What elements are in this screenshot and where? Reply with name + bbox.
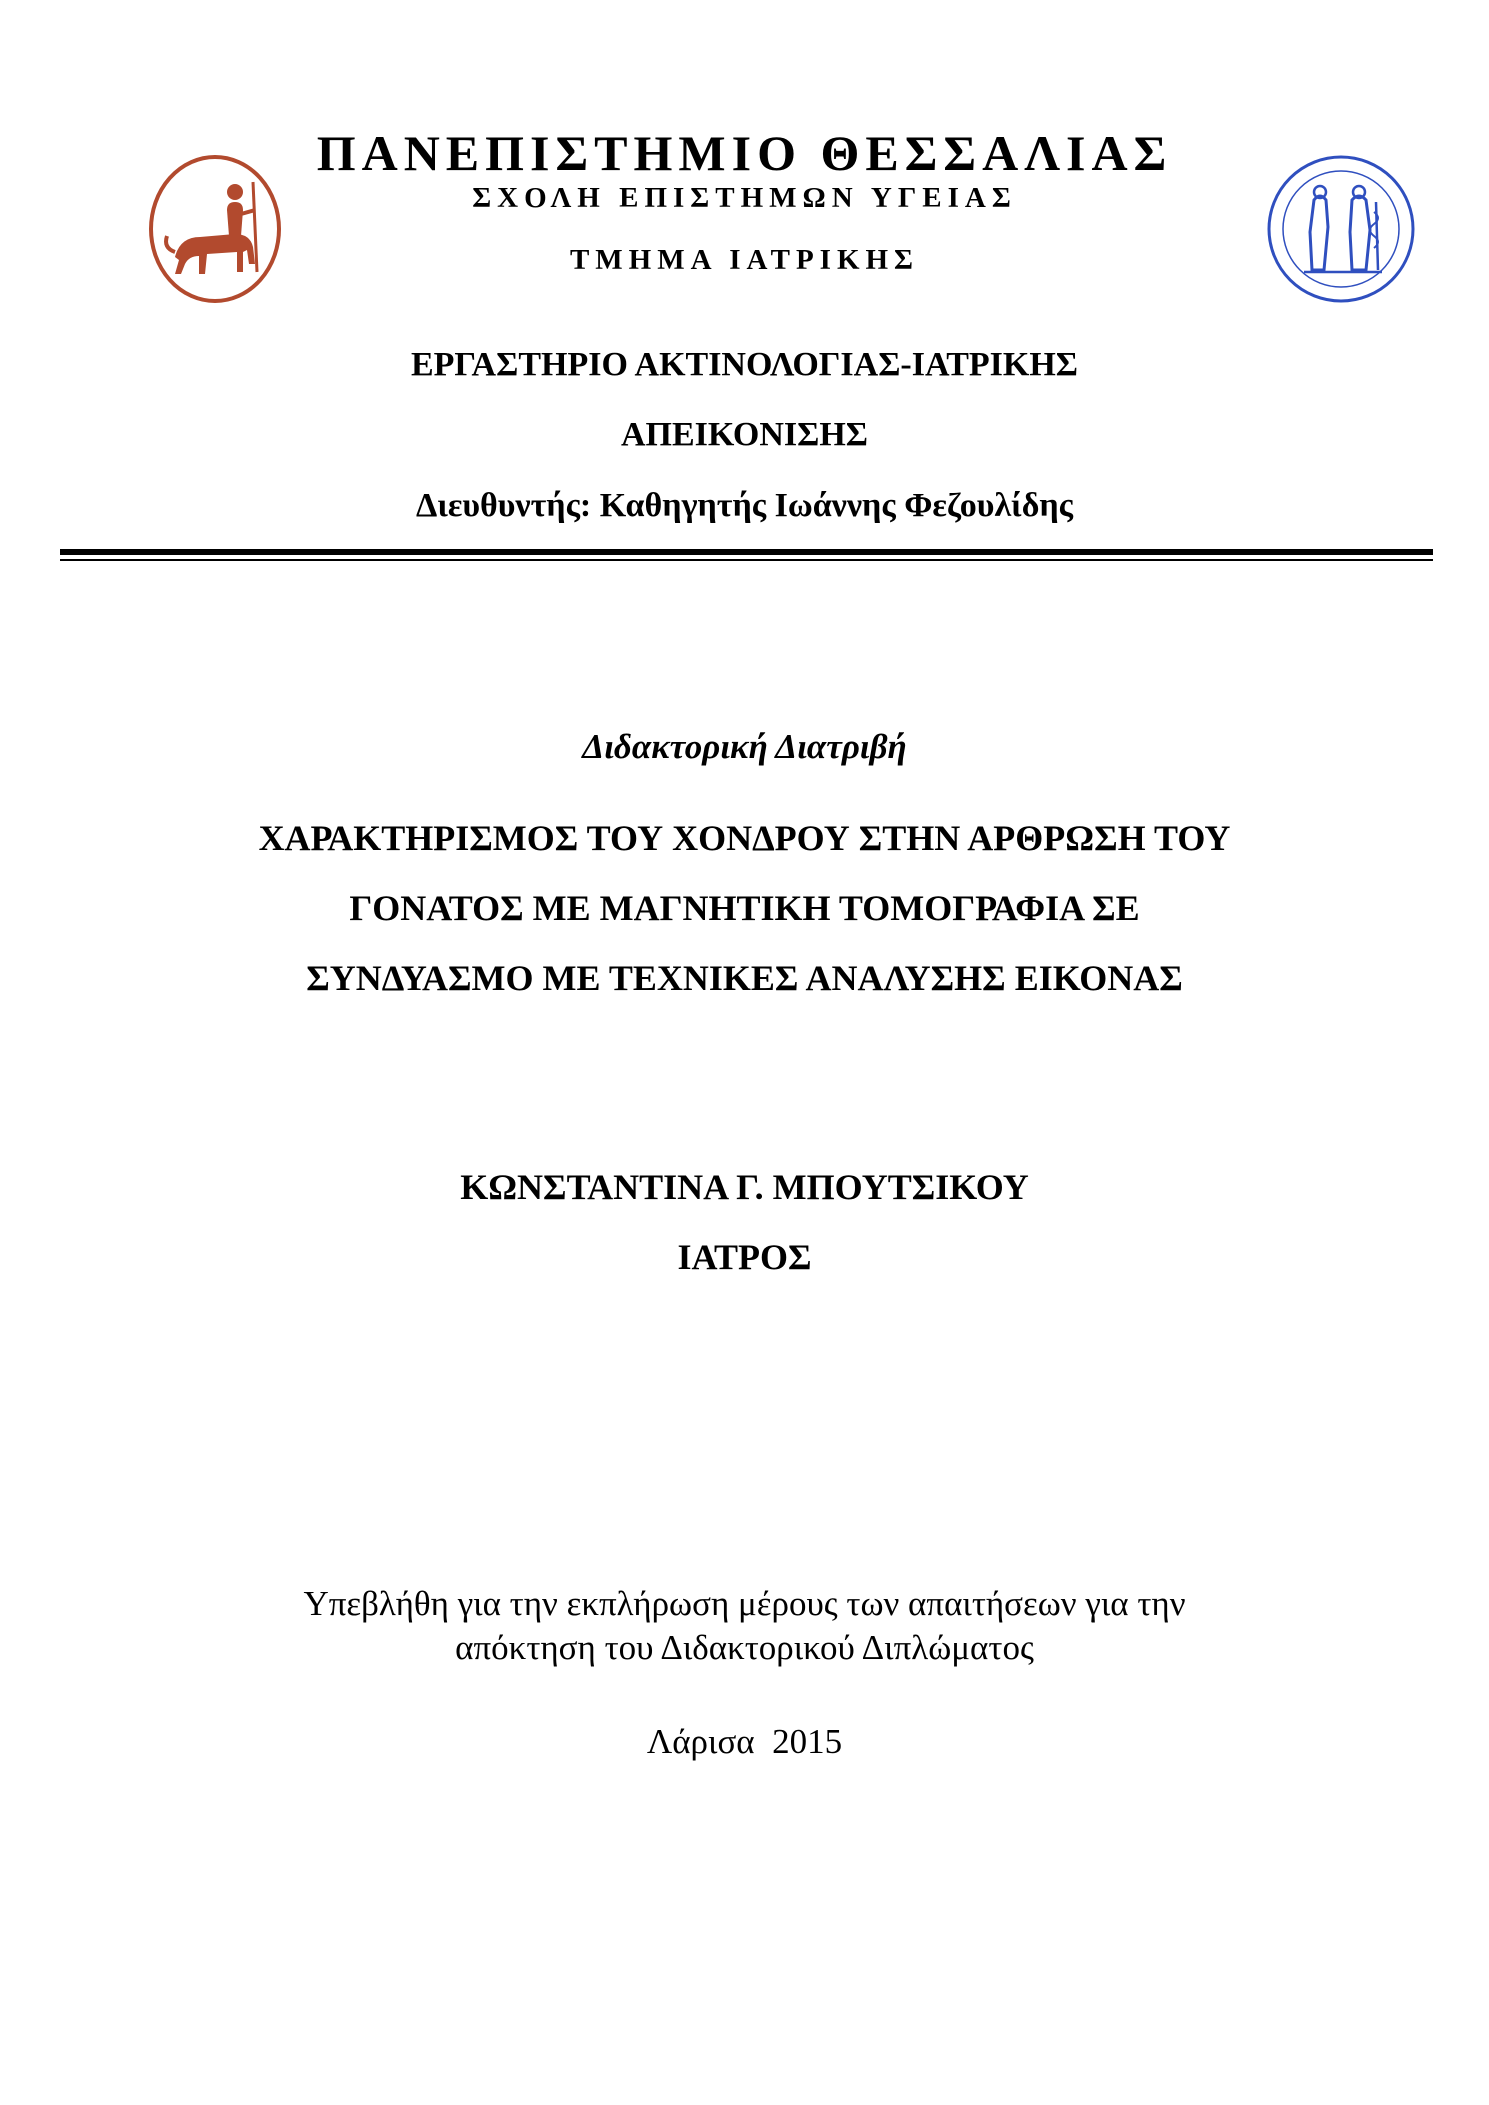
thesis-title-line: ΣΥΝΔΥΑΣΜΟ ΜΕ ΤΕΧΝΙΚΕΣ ΑΝΑΛΥΣΗΣ ΕΙΚΟΝΑΣ — [306, 958, 1183, 998]
laboratory-name-line2: ΑΠΕΙΚΟΝΙΣΗΣ — [620, 416, 869, 453]
laboratory-name-line1: ΕΡΓΑΣΤΗΡΙΟ ΑΚΤΙΝΟΛΟΓΙΑΣ-ΙΑΤΡΙΚΗΣ — [410, 346, 1079, 383]
department-name: ΤΜΗΜΑ ΙΑΤΡΙΚΗΣ — [569, 244, 920, 276]
thesis-title-line: ΧΑΡΑΚΤΗΡΙΣΜΟΣ ΤΟΥ ΧΟΝΔΡΟΥ ΣΤΗΝ ΑΡΘΡΩΣΗ ΤΟΥ — [258, 818, 1231, 858]
submission-statement-line1: Υπεβλήθη για την εκπλήρωση μέρους των απαιτήσεων για την — [303, 1584, 1186, 1623]
author-name: ΚΩΝΣΤΑΝΤΙΝΑ Γ. ΜΠΟΥΤΣΙΚΟΥ — [460, 1167, 1029, 1207]
author-profession: ΙΑΤΡΟΣ — [677, 1237, 812, 1277]
school-name: ΣΧΟΛΗ ΕΠΙΣΤΗΜΩΝ ΥΓΕΙΑΣ — [472, 182, 1017, 214]
university-name: ΠΑΝΕΠΙΣΤΗΜΙΟ ΘΕΣΣΑΛΙΑΣ — [316, 125, 1173, 181]
thesis-type: Διδακτορική Διατριβή — [582, 727, 907, 766]
header-divider-thin — [60, 559, 1433, 561]
submission-statement-line2: απόκτηση του Διδακτορικού Διπλώματος — [455, 1628, 1034, 1667]
header-divider-thick — [60, 549, 1433, 555]
thesis-title-line: ΓΟΝΑΤΟΣ ΜΕ ΜΑΓΝΗΤΙΚΗ ΤΟΜΟΓΡΑΦΙΑ ΣΕ — [349, 888, 1140, 928]
director-line: Διευθυντής: Καθηγητής Ιωάννης Φεζουλίδης — [415, 487, 1073, 524]
place-and-year: Λάρισα 2015 — [646, 1722, 843, 1761]
